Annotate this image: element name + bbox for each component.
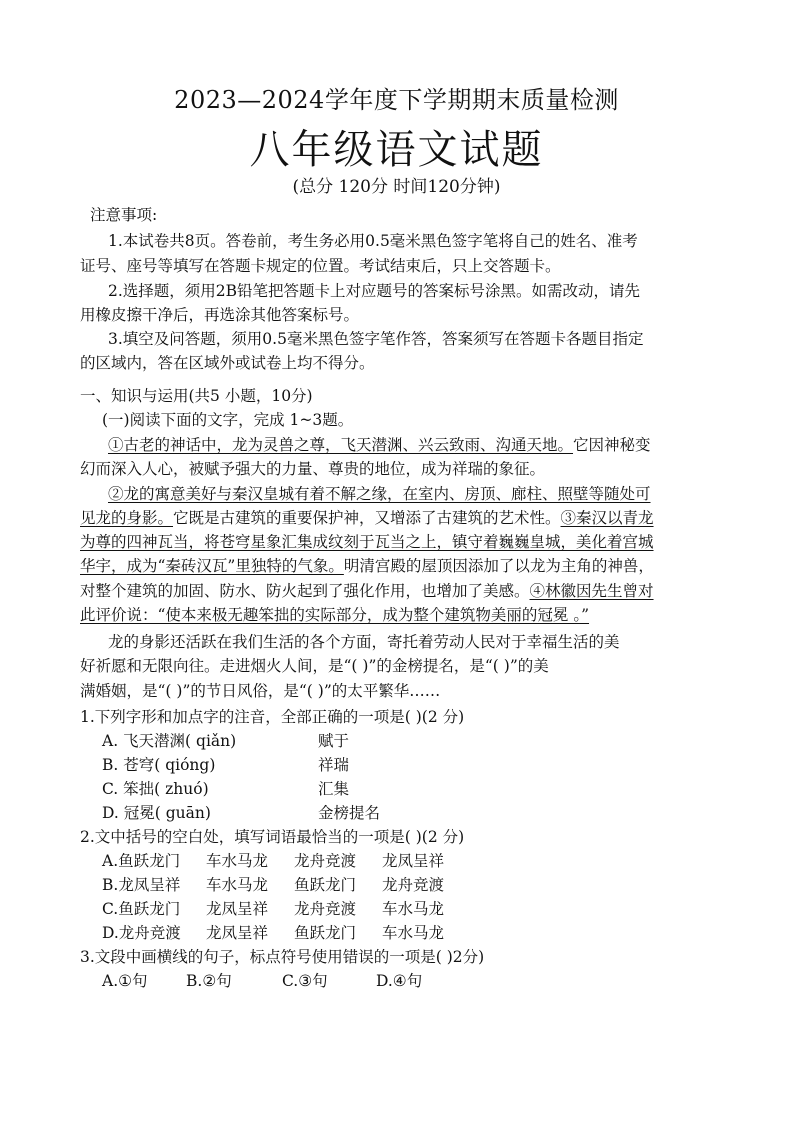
question-3-stem: 3.文段中画横线的句子，标点符号使用错误的一项是( )2分) <box>80 948 485 966</box>
q1-option-b: B. 苍穹( qióng) 祥瑞 <box>102 756 350 774</box>
passage-text: 明清宫殿的屋顶因添加了以龙为主角的神兽， <box>343 557 654 575</box>
q2-option-a: A.鱼跃龙门 车水马龙 龙舟竞渡 龙凤呈祥 <box>102 852 445 870</box>
passage-line <box>108 483 748 505</box>
passage-line: 龙的身影还活跃在我们生活的各个方面，寄托着劳动人民对于幸福生活的美 <box>108 633 620 651</box>
passage-line <box>108 434 748 456</box>
underlined-sentence-4: 此评价说：“使本来极无趣笨拙的实际部分，成为整个建筑物美丽的冠冕 。” <box>80 606 590 624</box>
notice-line: 3.填空及问答题，须用0.5毫米黑色签字笔作答，答案须写在答题卡各题目指定 <box>108 330 644 348</box>
passage-line <box>80 604 720 626</box>
section-heading: 一、知识与运用(共5 小题，10分) <box>80 387 313 405</box>
passage-line <box>80 580 720 602</box>
q2-option-d: D.龙舟竞渡 龙凤呈祥 鱼跃龙门 车水马龙 <box>102 924 445 942</box>
passage-text: 对整个建筑的加固、防水、防火起到了强化作用，也增加了美感。 <box>80 582 530 600</box>
underlined-sentence-1: ①古老的神话中，龙为灵兽之尊，飞天潜渊、兴云致雨、沟通天地。 <box>108 436 574 454</box>
exam-subject: 八年级语文试题 <box>249 127 544 173</box>
reading-instruction: (一)阅读下面的文字，完成 1~3题。 <box>102 411 354 429</box>
passage-line: 满婚姻，是“( )”的节日风俗，是“( )”的太平繁华…… <box>80 682 441 700</box>
q3-options: A.①句 B.②句 C.③句 D.④句 <box>102 972 423 990</box>
passage-text: 它因神秘变 <box>573 436 651 454</box>
exam-info: (总分 120分 时间120分钟) <box>292 177 501 197</box>
notice-line: 用橡皮擦干净后，再选涂其他答案标号。 <box>80 306 360 324</box>
underlined-sentence-3: ③秦汉以青龙 <box>560 509 654 527</box>
question-2-stem: 2.文中括号的空白处，填写词语最恰当的一项是( )(2 分) <box>80 828 465 846</box>
passage-line <box>80 555 720 577</box>
q2-option-c: C.鱼跃龙门 龙凤呈祥 龙舟竞渡 车水马龙 <box>102 900 445 918</box>
q2-option-b: B.龙凤呈祥 车水马龙 鱼跃龙门 龙舟竞渡 <box>102 876 445 894</box>
q1-option-d: D. 冠冕( guān) 金榜提名 <box>102 804 381 822</box>
passage-text: 它既是古建筑的重要保护神，又增添了古建筑的艺术性。 <box>173 509 561 527</box>
passage-line <box>80 507 720 529</box>
underlined-sentence-2: ②龙的寓意美好与秦汉皇城有着不解之缘，在室内、房顶、廊柱、照壁等随处可 <box>108 485 651 503</box>
underlined-sentence-3: 华宇，成为“秦砖汉瓦”里独特的气象。 <box>80 557 344 575</box>
passage-line: 幻而深入人心，被赋予强大的力量、尊贵的地位，成为祥瑞的象征。 <box>80 460 546 478</box>
q1-option-a: A. 飞天潜渊( qiǎn) 赋于 <box>102 732 350 750</box>
question-1-stem: 1.下列字形和加点字的注音，全部正确的一项是( )(2 分) <box>80 708 465 726</box>
q1-option-c: C. 笨拙( zhuó) 汇集 <box>102 780 350 798</box>
passage-line: 好祈愿和无限向往。走进烟火人间，是“( )”的金榜提名，是“( )”的美 <box>80 657 549 675</box>
underlined-sentence-2: 见龙的身影。 <box>80 509 174 527</box>
underlined-sentence-3: 为尊的四神瓦当，将苍穹星象汇集成纹刻于瓦当之上，镇守着巍巍皇城，美化着宫城 <box>80 533 654 551</box>
notice-label: 注意事项: <box>90 206 158 224</box>
notice-line: 证号、座号等填写在答题卡规定的位置。考试结束后，只上交答题卡。 <box>80 257 561 275</box>
notice-line: 的区域内，答在区域外或试卷上均不得分。 <box>80 354 375 372</box>
passage-line <box>80 531 720 553</box>
notice-line: 1.本试卷共8页。答卷前，考生务必用0.5毫米黑色签字笔将自己的姓名、准考 <box>108 232 638 250</box>
exam-title: 2023—2024学年度下学期期末质量检测 <box>174 86 619 114</box>
notice-line: 2.选择题，须用2B铅笔把答题卡上对应题号的答案标号涂黑。如需改动，请先 <box>108 282 641 300</box>
underlined-sentence-4: ④林徽因先生曾对 <box>529 582 654 600</box>
